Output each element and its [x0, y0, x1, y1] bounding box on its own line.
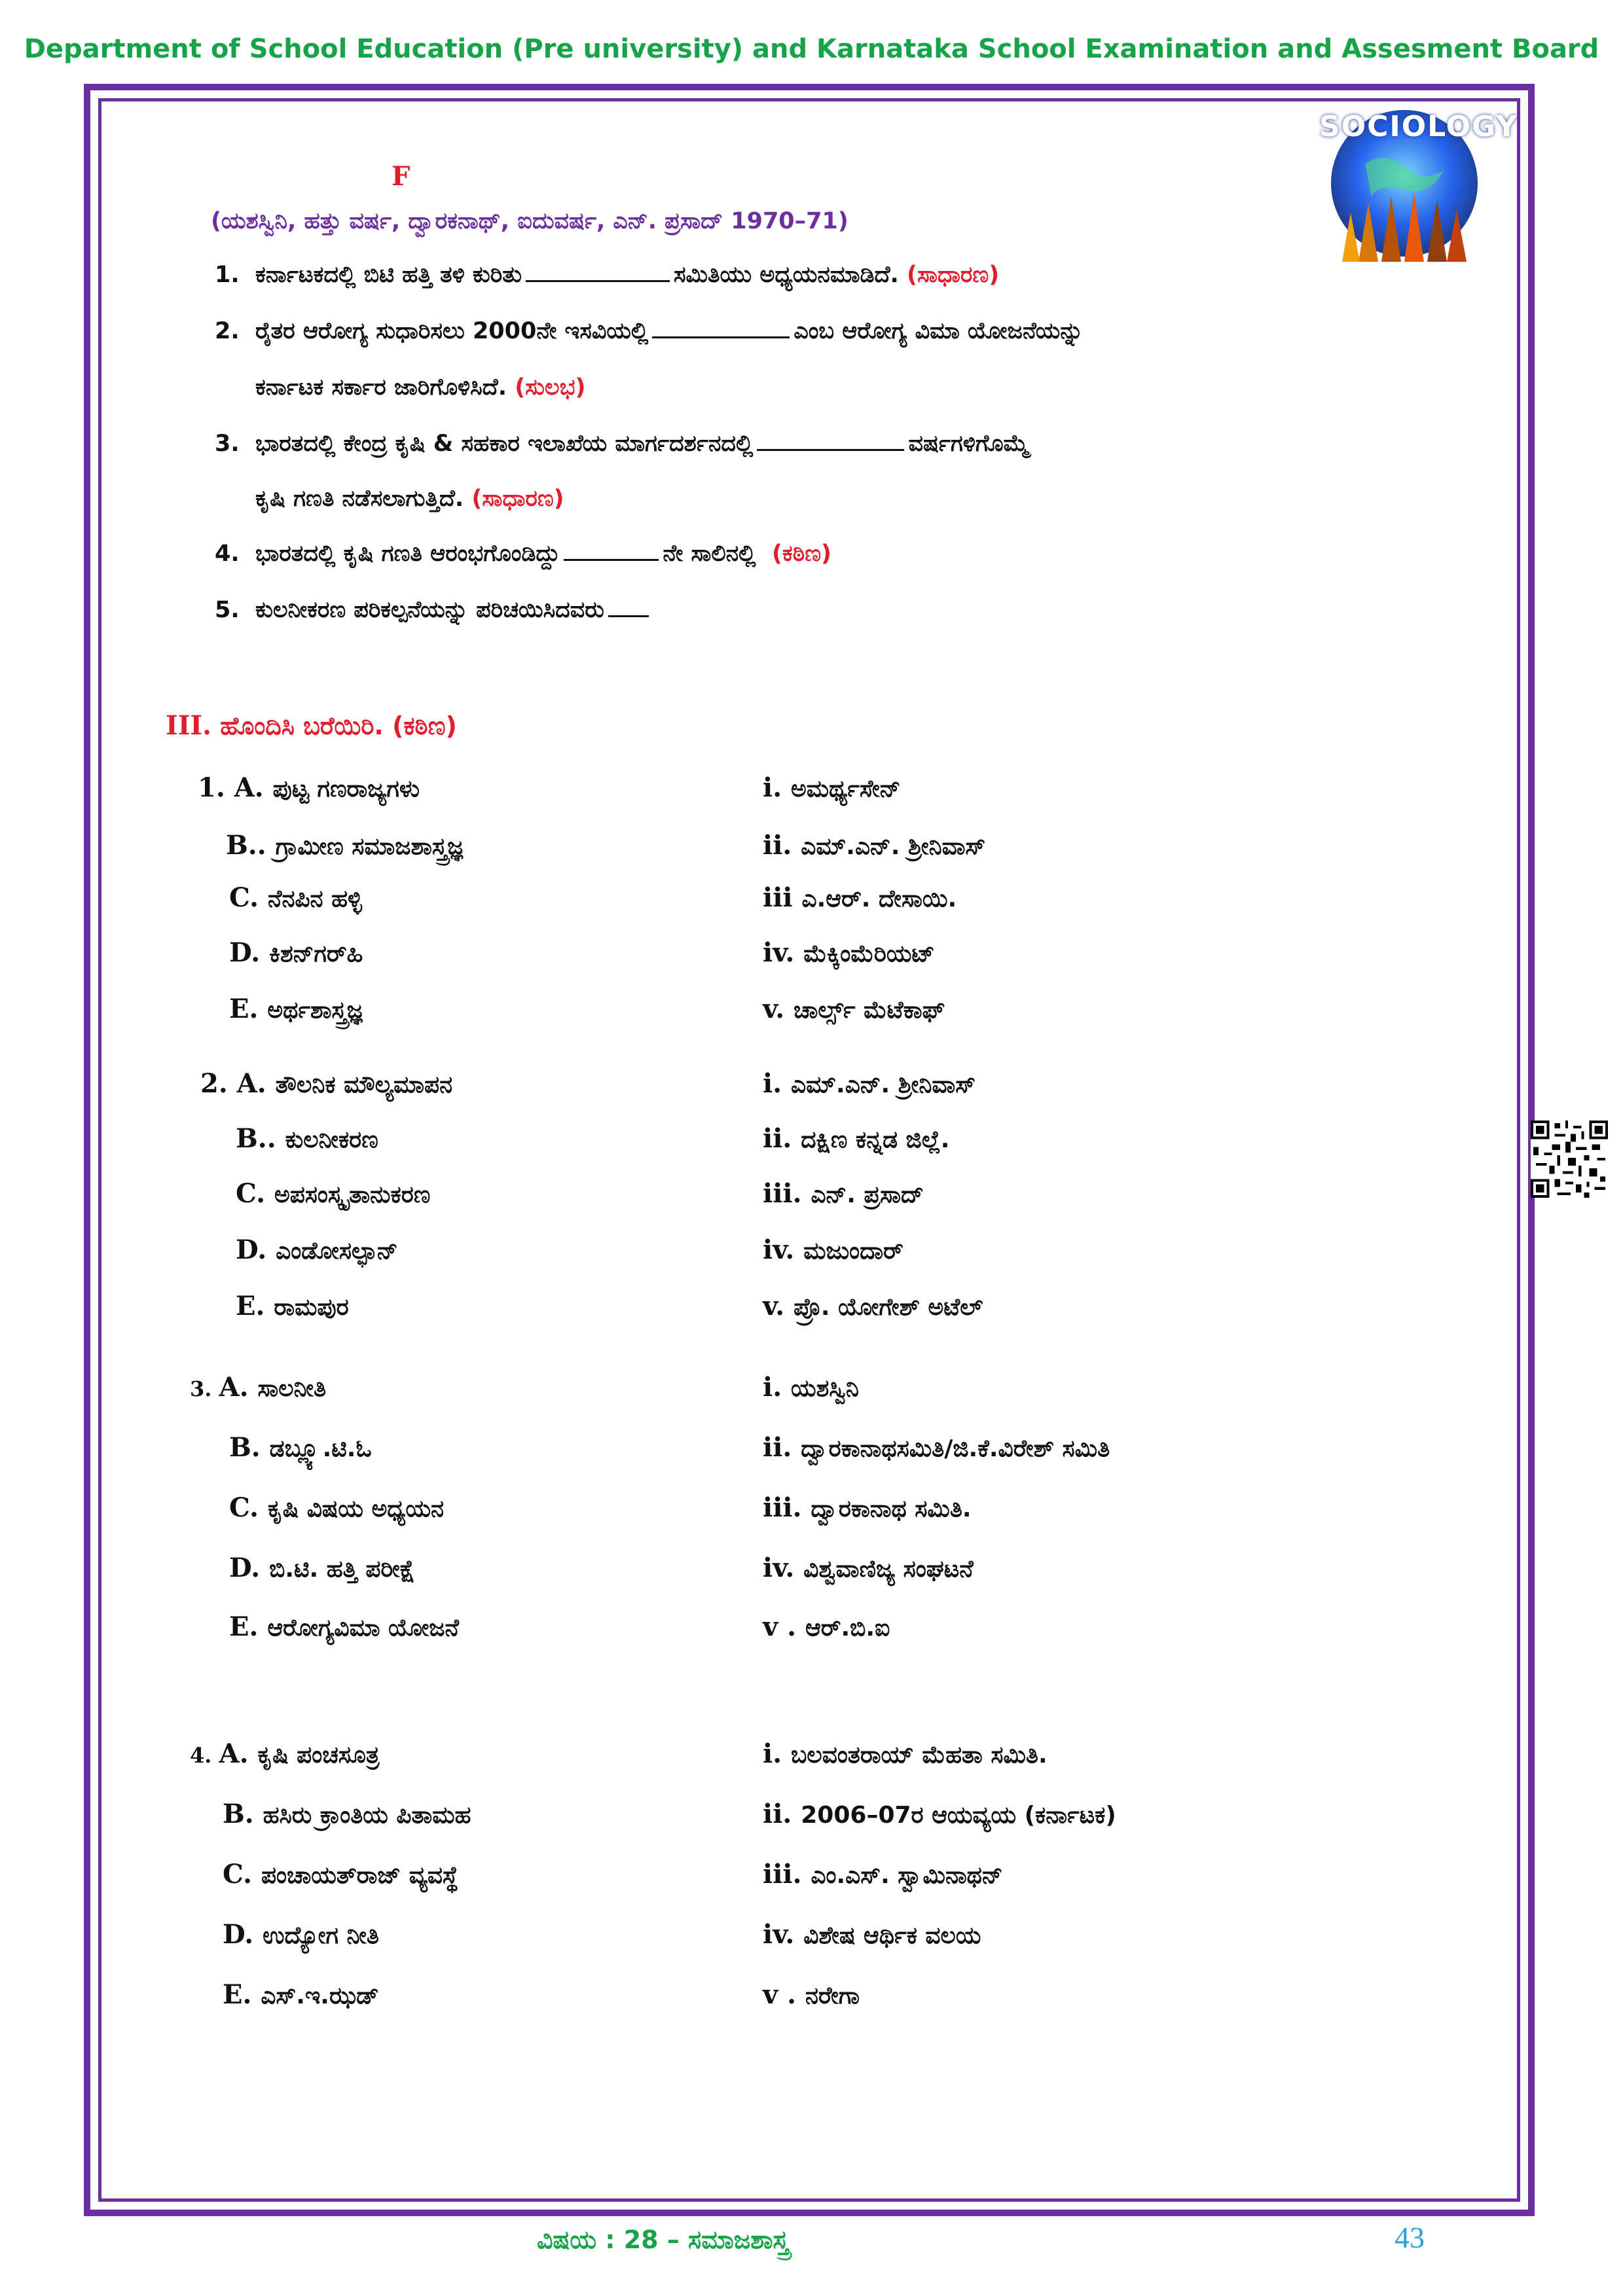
- item-text: ಪುಟ್ಟ ಗಣರಾಜ್ಯಗಳು: [272, 776, 420, 802]
- item-text: ಕೃಷಿ ಪಂಚಸೂತ್ರ: [257, 1742, 380, 1768]
- item-text: ಎಮ್.ಎನ್. ಶ್ರೀನಿವಾಸ್: [801, 833, 986, 860]
- fill-blank-question-3: 3. ಭಾರತದಲ್ಲಿ ಕೇಂದ್ರ ಕೃಷಿ & ಸಹಕಾರ ಇಲಾಖೆಯ ಮಾರ್ಗದರ್ಶನದಲ್ಲಿ ವರ್ಷಗಳಿಗೊಮ್ಮೆ: [215, 431, 1030, 457]
- fill-blank-question-1: 1. ಕರ್ನಾಟಕದಲ್ಲಿ ಬಿಟಿ ಹತ್ತಿ ತಳಿ ಕುರಿತು ಸಮಿತಿಯು ಅಧ್ಯಯನಮಾಡಿದೆ. (ಸಾಧಾರಣ): [215, 262, 1000, 288]
- item-text: ಕೃಷಿ ವಿಷಯ ಅಧ್ಯಯನ: [267, 1496, 445, 1522]
- item-text: ಡಬ್ಲ್ಯೂ.ಟಿ.ಓ: [269, 1435, 372, 1462]
- match-s4-left-item: [223, 1859, 458, 1890]
- fill-blank-question-3-cont: ಕೃಷಿ ಗಣತಿ ನಡೆಸಲಾಗುತ್ತಿದೆ. (ಸಾಧಾರಣ): [255, 486, 564, 512]
- footer-subject: ವಿಷಯ : 28 – ಸಮಾಜಶಾಸ್ತ್ರ: [537, 2225, 790, 2254]
- item-label: C.: [229, 882, 268, 913]
- match-s4-left-item: [223, 1799, 471, 1829]
- item-label: C.: [236, 1178, 274, 1209]
- match-s1-right-item: [763, 772, 900, 803]
- match-s2-right-item: [763, 1123, 949, 1154]
- item-text: ಮಜುಂದಾರ್: [803, 1238, 903, 1265]
- item-label: D.: [223, 1919, 263, 1950]
- item-text: ರಾಮಪುರ: [274, 1294, 349, 1321]
- match-s3-right-item: [763, 1372, 859, 1403]
- match-s3-left-item: [190, 1372, 326, 1403]
- item-label: E.: [223, 1979, 261, 2010]
- fill-blank-question-4: 4. ಭಾರತದಲ್ಲಿ ಕೃಷಿ ಗಣತಿ ಆರಂಭಗೊಂಡಿದ್ದು ನೇ ಸಾಲಿನಲ್ಲಿ (ಕಠಿಣ): [215, 541, 832, 567]
- item-text: ಎಮ್.ಎನ್. ಶ್ರೀನಿವಾಸ್: [791, 1071, 976, 1098]
- match-s4-left-item: [190, 1738, 379, 1769]
- item-text: ಆರೋಗ್ಯವಿಮಾ ಯೋಜನೆ: [267, 1615, 459, 1641]
- item-label: B..: [226, 830, 276, 861]
- item-text: ಸಾಲನೀತಿ: [257, 1375, 327, 1402]
- item-text: ಎನ್. ಪ್ರಸಾದ್: [811, 1181, 924, 1208]
- item-label: ii.: [763, 1123, 801, 1154]
- item-text: ಗ್ರಾಮೀಣ ಸಮಾಜಶಾಸ್ತ್ರಜ್ಞ: [275, 833, 464, 860]
- match-s2-left-item: [236, 1234, 398, 1265]
- match-s2-right-item: [763, 1178, 924, 1209]
- item-text: ಉದ್ಯೋಗ ನೀತಿ: [263, 1922, 379, 1949]
- item-label: A.: [234, 772, 273, 803]
- match-s1-right-item: [763, 830, 985, 861]
- item-label: E.: [236, 1291, 274, 1321]
- fill-blank-question-5: 5. ಕುಲನೀಕರಣ ಪರಿಕಲ್ಪನೆಯನ್ನು ಪರಿಚಯಿಸಿದವರು: [215, 597, 653, 623]
- match-s3-left-item: [229, 1611, 459, 1642]
- match-s1-right-item: [763, 994, 945, 1024]
- match-s1-left-item: [226, 830, 463, 861]
- item-text: ಅರ್ಥಶಾಸ್ತ್ರಜ್ಞ: [267, 997, 363, 1024]
- match-s3-left-item: [229, 1492, 444, 1523]
- match-s4-right-item: [763, 1979, 860, 2010]
- item-text: ಪಂಚಾಯತ್‌ರಾಜ್ ವ್ಯವಸ್ಥೆ: [261, 1862, 459, 1889]
- item-label: i.: [763, 772, 792, 803]
- match-s4-left-item: [223, 1919, 379, 1950]
- answer-blank: [608, 615, 649, 617]
- item-text: ದ್ವಾರಕಾನಾಥ ಸಮಿತಿ.: [811, 1496, 972, 1522]
- item-label: v .: [763, 1979, 806, 2010]
- item-label: i.: [763, 1738, 792, 1769]
- match-set-number: 1.: [198, 772, 234, 803]
- item-label: iv.: [763, 937, 804, 968]
- item-text: ಹಸಿರು ಕ್ರಾಂತಿಯ ಪಿತಾಮಹ: [263, 1802, 471, 1829]
- match-s1-left-item: [198, 772, 420, 803]
- match-s4-left-item: [223, 1979, 379, 2010]
- item-label: A.: [219, 1372, 258, 1403]
- item-label: v .: [763, 1611, 806, 1642]
- item-label: C.: [223, 1859, 261, 1890]
- match-s2-right-item: [763, 1291, 983, 1321]
- item-label: iii.: [763, 1492, 811, 1523]
- section-3-heading: III. ಹೊಂದಿಸಿ ಬರೆಯಿರಿ. (ಕಠಿಣ): [166, 710, 457, 741]
- answer-blank: [652, 336, 790, 338]
- item-label: iv.: [763, 1919, 804, 1950]
- item-label: iii.: [763, 1859, 811, 1890]
- item-text: ನರೇಗಾ: [805, 1982, 860, 2009]
- match-s3-right-item: [763, 1432, 1110, 1463]
- logo-title: SOCIOLOGY: [1319, 110, 1519, 143]
- item-text: ತೌಲನಿಕ ಮೌಲ್ಯಮಾಪನ: [275, 1071, 453, 1098]
- item-text: ವಿಶ್ವವಾಣಿಜ್ಯ ಸಂಘಟನೆ: [803, 1556, 974, 1583]
- item-text: ಎಂಡೋಸಲ್ಫಾನ್: [276, 1238, 398, 1265]
- match-set-number: 2.: [200, 1068, 237, 1099]
- fill-blank-question-2-cont: ಕರ್ನಾಟಕ ಸರ್ಕಾರ ಜಾರಿಗೊಳಿಸಿದೆ. (ಸುಲಭ): [255, 374, 586, 401]
- item-label: D.: [236, 1234, 276, 1265]
- item-label: E.: [229, 994, 268, 1024]
- match-s4-right-item: [763, 1799, 1116, 1829]
- item-text: ಬಲವಂತರಾಯ್ ಮೆಹತಾ ಸಮಿತಿ.: [791, 1742, 1048, 1768]
- item-text: ಅಮರ್ಥ್ಯಸೇನ್: [791, 776, 901, 802]
- match-set-number: 4.: [190, 1743, 219, 1768]
- item-label: iii: [763, 882, 802, 913]
- item-label: iii.: [763, 1178, 811, 1209]
- item-label: B..: [236, 1123, 285, 1154]
- match-s4-right-item: [763, 1859, 1003, 1890]
- item-label: i.: [763, 1068, 792, 1099]
- item-text: ನೆನಪಿನ ಹಳ್ಳಿ: [267, 886, 362, 912]
- item-text: ಮೆಕ್ಕಿಂಮೆರಿಯಟ್: [803, 941, 935, 967]
- item-text: ದಕ್ಷಿಣ ಕನ್ನಡ ಜಿಲ್ಲೆ.: [801, 1126, 950, 1153]
- item-label: ii.: [763, 830, 801, 861]
- item-text: ಕಿಶನ್‌ಗರ್‌ಹಿ: [269, 941, 363, 967]
- item-label: B.: [229, 1432, 270, 1463]
- match-s3-right-item: [763, 1552, 974, 1583]
- item-label: E.: [229, 1611, 268, 1642]
- match-s1-left-item: [229, 937, 363, 968]
- item-text: ಎಸ್.ಇ.ಝಡ್: [261, 1982, 379, 2009]
- match-s4-right-item: [763, 1919, 981, 1950]
- match-s3-left-item: [229, 1432, 372, 1463]
- match-s1-left-item: [229, 882, 362, 913]
- item-label: C.: [229, 1492, 268, 1523]
- item-label: D.: [229, 1552, 270, 1583]
- answer-blank: [526, 280, 670, 282]
- item-label: B.: [223, 1799, 263, 1829]
- item-label: A.: [219, 1738, 258, 1769]
- item-text: ಪ್ರೊ. ಯೋಗೇಶ್ ಅಟೆಲ್: [793, 1294, 983, 1321]
- match-s2-right-item: [763, 1234, 903, 1265]
- match-s1-left-item: [229, 994, 363, 1024]
- item-label: ii.: [763, 1432, 801, 1463]
- match-s2-left-item: [236, 1123, 378, 1154]
- match-s2-left-item: [200, 1068, 452, 1099]
- answer-blank: [564, 559, 659, 561]
- match-s4-right-item: [763, 1738, 1048, 1769]
- item-label: ii.: [763, 1799, 801, 1829]
- item-label: iv.: [763, 1552, 804, 1583]
- item-text: 2006–07ರ ಆಯವ್ಯಯ (ಕರ್ನಾಟಕ): [801, 1802, 1116, 1829]
- item-label: D.: [229, 937, 270, 968]
- item-text: ಎ.ಆರ್. ದೇಸಾಯಿ.: [801, 886, 957, 912]
- item-label: v.: [763, 1291, 794, 1321]
- item-text: ವಿಶೇಷ ಆರ್ಥಿಕ ವಲಯ: [803, 1922, 981, 1949]
- match-s2-left-item: [236, 1178, 430, 1209]
- match-s3-left-item: [229, 1552, 415, 1583]
- answer-key-list: (ಯಶಸ್ವಿನಿ, ಹತ್ತು ವರ್ಷ, ದ್ವಾರಕನಾಥ್, ಐದುವರ್ಷ, ಎನ್. ಪ್ರಸಾದ್ 1970–71): [211, 208, 848, 234]
- section-f-letter: F: [392, 161, 410, 192]
- page-number: 43: [1395, 2221, 1425, 2254]
- match-s1-right-item: [763, 937, 935, 968]
- qr-code: [1531, 1121, 1608, 1198]
- sociology-logo: [1319, 105, 1519, 262]
- item-label: iv.: [763, 1234, 804, 1265]
- item-text: ದ್ವಾರಕಾನಾಥಸಮಿತಿ/ಜಿ.ಕೆ.ವಿರೇಶ್ ಸಮಿತಿ: [801, 1435, 1110, 1462]
- item-text: ಅಪಸಂಸ್ಕೃತಾನುಕರಣ: [274, 1181, 431, 1208]
- match-s3-right-item: [763, 1611, 890, 1642]
- item-label: v.: [763, 994, 794, 1024]
- match-set-number: 3.: [190, 1376, 219, 1401]
- match-s3-right-item: [763, 1492, 972, 1523]
- item-text: ಆರ್.ಬಿ.ಐ: [805, 1615, 890, 1641]
- match-s1-right-item: [763, 882, 957, 913]
- item-text: ಬಿ.ಟಿ. ಹತ್ತಿ ಪರೀಕ್ಷೆ: [269, 1556, 416, 1583]
- item-label: i.: [763, 1372, 792, 1403]
- item-text: ಚಾರ್ಲ್ಸ್ ಮೆಟೆಕಾಫ್: [793, 997, 945, 1024]
- answer-blank: [757, 449, 904, 451]
- match-s2-left-item: [236, 1291, 349, 1321]
- item-text: ಯಶಸ್ವಿನಿ: [791, 1375, 859, 1402]
- item-text: ಕುಲನೀಕರಣ: [285, 1126, 378, 1153]
- fill-blank-question-2: 2. ರೈತರ ಆರೋಗ್ಯ ಸುಧಾರಿಸಲು 2000ನೇ ಇಸವಿಯಲ್ಲಿ ಎಂಬ ಆರೋಗ್ಯ ವಿಮಾ ಯೋಜನೆಯನ್ನು: [215, 318, 1084, 344]
- item-label: A.: [236, 1068, 276, 1099]
- match-s2-right-item: [763, 1068, 976, 1099]
- item-text: ಎಂ.ಎಸ್. ಸ್ವಾಮಿನಾಥನ್: [811, 1862, 1003, 1889]
- document-header: Department of School Education (Pre university) and Karnataka School Examination and Assesment Board: [24, 34, 1599, 64]
